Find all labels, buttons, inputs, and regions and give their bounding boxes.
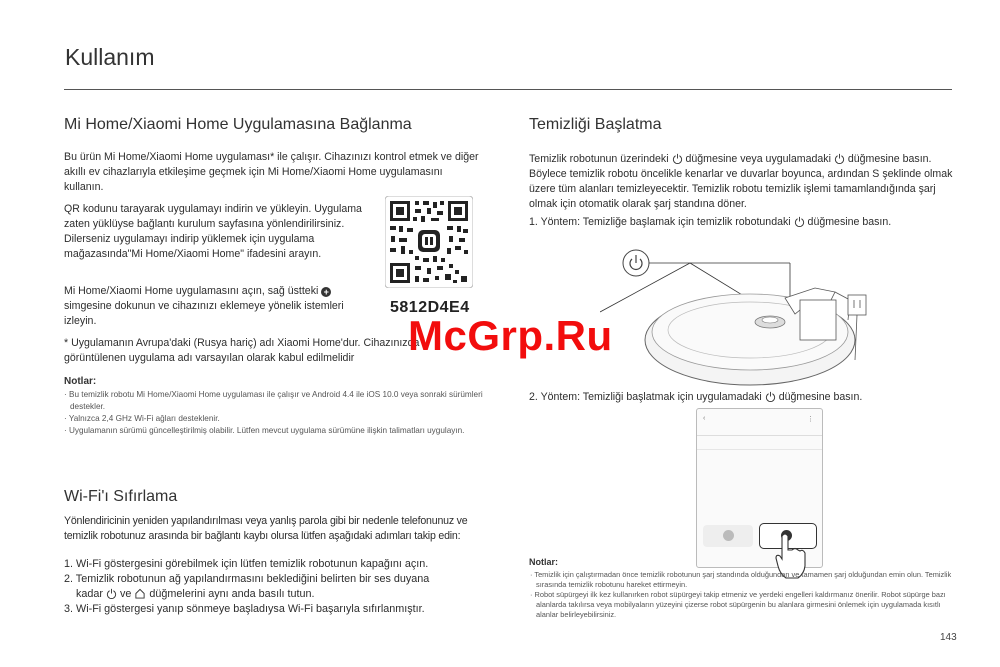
list-item: · Robot süpürgeyi ilk kez kullanırken robot süpürgeyi takip etmeniz ve yerdeki engelleri kaldırmanız önerilir. Robot süpürge bazı alanlarda takılırsa veya mobilyaların yüzeyini çizerse robot süpürgenin bu alanlara girmesini önlemek için uygulamada kısıtlı alanlar belirleyebilirsiniz. <box>530 590 946 619</box>
power-icon <box>672 153 683 164</box>
device-code-label: 5812D4E4 <box>390 299 470 316</box>
wifi-intro: Yönlendiricinin yeniden yapılandırılması veya yanlış parola gibi bir nedenle telefonunuz ve temizlik robotunuz arasında bir bağlantı kaybı olursa lütfen aşağıdaki adımları takip edin: <box>64 515 468 542</box>
header-divider <box>64 89 952 90</box>
list-item: 2. Temizlik robotunun ağ yapılandırmasını beklediğini belirten bir ses duyana <box>64 573 430 585</box>
section-title-app-connection: Mi Home/Xiaomi Home Uygulamasına Bağlanma <box>64 116 412 133</box>
section-title-wifi-reset: Wi-Fi'ı Sıfırlama <box>64 488 178 505</box>
list-item: · Yalnızca 2,4 GHz Wi-Fi ağları desteklenir. <box>64 414 220 423</box>
power-icon <box>794 216 805 227</box>
power-icon <box>106 588 117 599</box>
app-name-footnote: * Uygulamanın Avrupa'daki (Rusya hariç) adı Xiaomi Home'dur. Cihazınızda görüntülenen uygulama adı varsayılan olarak kabul edilmelidir <box>64 337 420 364</box>
notes-list <box>528 570 953 620</box>
page-title: Kullanım <box>65 44 155 70</box>
list-item: · Uygulamanın sürümü güncelleştirilmiş olabilir. Lütfen mevcut uygulama sürümüne ilişkin talimatları uygulayın. <box>64 426 465 435</box>
power-icon <box>765 391 776 402</box>
app-intro-paragraph: Bu ürün Mi Home/Xiaomi Home uygulaması* ile çalışır. Cihazınızı kontrol etmek ve diğer akıllı ev cihazlarıyla etkileşime geçmek için Mi Home/Xiaomi Home uygulamasını kullanın. <box>64 151 479 193</box>
notes-list <box>62 389 487 437</box>
start-cleaning-intro: Temizlik robotunun üzerindeki düğmesine veya uygulamadaki düğmesine basın. Böylece temizlik robotu öncelikle kenarlar ve duvarlar boyunca, ardından S şeklinde olmak üzere tüm alanları temizleyecektir. Temizlik robotu temizlik işlemi tamamlandığında şarj olmak için otomatik olarak şarj standına döner. <box>529 153 953 210</box>
section-title-start-cleaning: Temizliği Başlatma <box>529 116 662 133</box>
method-1: 1. Yöntem: Temizliğe başlamak için temizlik robotundaki düğmesine basın. <box>529 216 892 228</box>
home-icon <box>134 588 146 599</box>
list-item: 1. Wi-Fi göstergesini görebilmek için lütfen temizlik robotunun kapağını açın. <box>64 558 429 570</box>
app-button-secondary <box>703 525 753 547</box>
qr-instructions: QR kodunu tarayarak uygulamayı indirin ve yükleyin. Uygulama zaten yüklüyse bağlantı kurulum sayfasına yönlendirilirsiniz. Dilerseniz uygulamayı indirip yüklemek için uygulama mağazasında"Mi Home/Xiaomi Home" ifadesini arayın. <box>64 203 362 260</box>
list-item: · Temizlik için çalıştırmadan önce temizlik robotunun şarj standında olduğundan ve tamamen şarj olduğundan emin olun. Temizlik sırasında temizlik robotunu hareket ettirmeyin. <box>530 570 952 589</box>
notes-title: Notlar: <box>529 557 558 567</box>
more-icon: ⋮ <box>807 416 814 423</box>
list-item: 3. Wi-Fi göstergesi yanıp sönmeye başladıysa Wi-Fi başarıyla sıfırlanmıştır. <box>64 603 425 615</box>
watermark: McGrp.Ru <box>408 312 613 359</box>
back-arrow-icon: ‹ <box>703 415 706 422</box>
list-item: · Bu temizlik robotu Mi Home/Xiaomi Home uygulaması ile çalışır ve Android 4.4 ile iOS 10.0 veya sonraki sürümleri destekler. <box>64 390 483 411</box>
wifi-steps <box>64 557 494 617</box>
method-2: 2. Yöntem: Temizliği başlatmak için uygulamadaki düğmesine basın. <box>529 391 863 403</box>
open-app-instructions: Mi Home/Xiaomi Home uygulamasını açın, sağ üstteki + simgesine dokunun ve cihazınızı eklemeye yönelik istemleri izleyin. <box>64 285 344 327</box>
robot-illustration <box>600 240 890 390</box>
list-item: kadar ve düğmelerini aynı anda basılı tutun. <box>76 588 315 600</box>
plus-icon: + <box>321 287 331 297</box>
notes-title: Notlar: <box>64 376 97 387</box>
qr-code-image <box>385 196 473 288</box>
page-number: 143 <box>940 632 957 643</box>
power-icon <box>834 153 845 164</box>
